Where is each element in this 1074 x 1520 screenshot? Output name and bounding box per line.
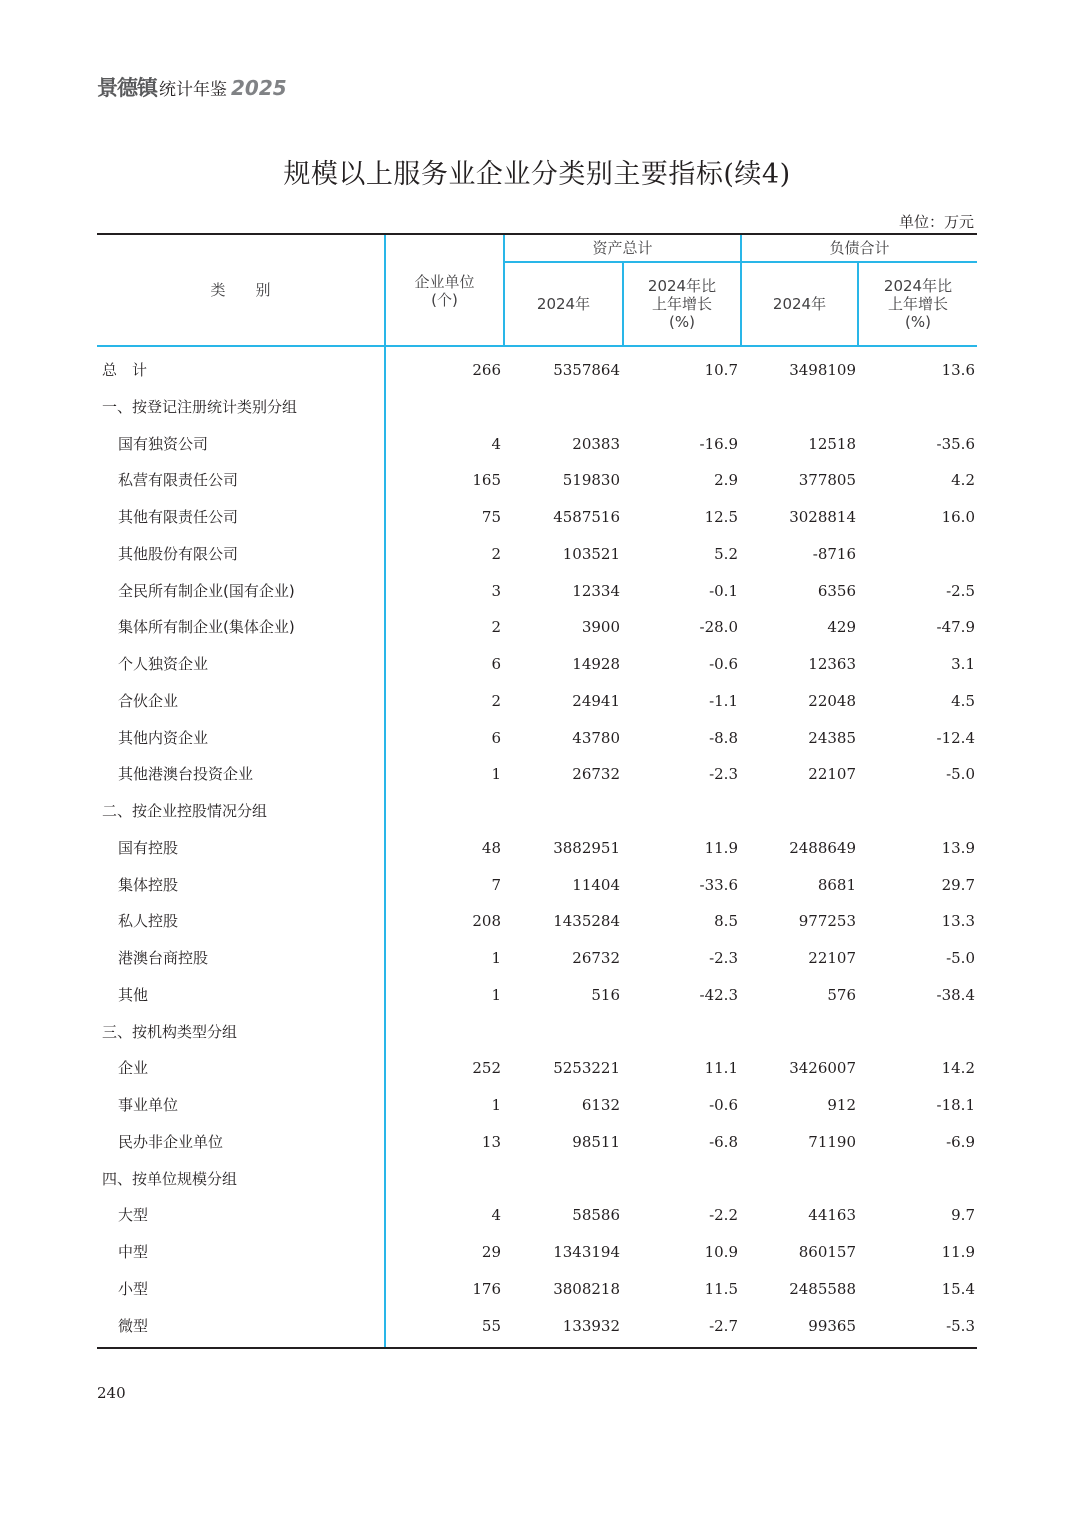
row-label: 小型 [118, 1279, 149, 1298]
cell-liabilities-2024: 429 [827, 618, 856, 637]
row-label: 中型 [118, 1243, 149, 1261]
cell-assets-2024: 133932 [562, 1316, 620, 1335]
cell-assets-growth: -28.0 [699, 618, 738, 637]
cell-liabilities-2024: 6356 [817, 581, 856, 600]
row-label: 合伙企业 [118, 691, 179, 710]
cell-liabilities-2024: 3498109 [789, 361, 856, 379]
cell-assets-2024: 43780 [572, 728, 620, 747]
cell-units: 4 [491, 1206, 501, 1225]
cell-liabilities-2024: 3426007 [789, 1059, 856, 1078]
row-label: 全民所有制企业(国有企业) [118, 581, 295, 600]
table-row [97, 1308, 977, 1345]
row-label: 微型 [118, 1316, 149, 1335]
table-row [97, 426, 977, 463]
cell-assets-growth: 2.9 [714, 471, 738, 490]
cell-assets-growth: 10.9 [704, 1243, 738, 1261]
cell-assets-growth: 11.5 [704, 1279, 738, 1298]
cell-assets-growth: -42.3 [699, 985, 738, 1004]
cell-liabilities-2024: 22048 [808, 691, 856, 710]
cell-units: 2 [491, 618, 501, 637]
row-label: 大型 [118, 1206, 149, 1225]
cell-liabilities-growth: 15.4 [941, 1279, 975, 1298]
row-label: 国有独资公司 [118, 434, 209, 453]
header-category: 类 别 [210, 281, 271, 299]
row-label: 集体控股 [118, 875, 179, 894]
cell-liabilities-growth: -5.0 [946, 765, 975, 784]
table-row [97, 609, 977, 646]
header-bottom-line [97, 345, 977, 347]
page-title: 规模以上服务业企业分类别主要指标(续4) [283, 159, 791, 190]
cell-liabilities-2024: 22107 [808, 765, 856, 784]
cell-units: 6 [491, 728, 501, 747]
cell-assets-growth: -0.1 [709, 581, 738, 600]
cell-assets-2024: 1435284 [553, 912, 620, 931]
cell-units: 6 [491, 655, 501, 673]
table-row [97, 573, 977, 610]
cell-liabilities-growth: 4.2 [951, 471, 975, 490]
cell-units: 55 [481, 1316, 501, 1335]
table-row [97, 720, 977, 757]
table-row [97, 1234, 977, 1271]
cell-assets-2024: 11404 [572, 875, 620, 894]
table-row [97, 903, 977, 940]
table-row [97, 867, 977, 904]
cell-assets-2024: 519830 [562, 471, 620, 490]
cell-assets-2024: 5357864 [553, 361, 620, 379]
cell-assets-growth: -16.9 [699, 434, 738, 453]
table-row [97, 1124, 977, 1161]
cell-liabilities-2024: 860157 [798, 1243, 856, 1261]
cell-assets-growth: -2.2 [709, 1206, 738, 1225]
cell-liabilities-growth: -12.4 [936, 728, 975, 747]
cell-liabilities-growth: -35.6 [936, 434, 975, 453]
unit-note: 单位：万元 [898, 213, 974, 231]
cell-liabilities-2024: 12363 [808, 655, 856, 673]
cell-assets-growth: 12.5 [704, 508, 738, 526]
cell-units: 176 [472, 1279, 501, 1298]
table-row [97, 1050, 977, 1087]
cell-liabilities-growth: 13.3 [941, 912, 975, 931]
cell-assets-2024: 20383 [572, 434, 620, 453]
book-header [97, 72, 287, 106]
cell-liabilities-2024: 576 [827, 985, 856, 1004]
cell-liabilities-2024: 44163 [808, 1206, 856, 1225]
row-label: 国有控股 [118, 838, 179, 857]
cell-liabilities-2024: 977253 [798, 912, 856, 931]
cell-assets-2024: 24941 [572, 691, 620, 710]
cell-liabilities-2024: 377805 [798, 471, 856, 490]
cell-units: 252 [472, 1059, 501, 1078]
row-label: 三、按机构类型分组 [102, 1022, 238, 1041]
cell-assets-growth: -6.8 [709, 1132, 738, 1151]
row-label: 私人控股 [118, 912, 179, 931]
cell-assets-2024: 3808218 [553, 1279, 620, 1298]
cell-liabilities-growth: -6.9 [946, 1132, 975, 1151]
cell-units: 7 [491, 875, 501, 894]
cell-liabilities-growth: 9.7 [951, 1206, 975, 1225]
cell-liabilities-growth: 14.2 [941, 1059, 975, 1078]
table-row [97, 1271, 977, 1308]
cell-liabilities-growth: -5.0 [946, 949, 975, 967]
cell-assets-growth: 11.9 [704, 838, 738, 857]
table-row [97, 683, 977, 720]
header-assets-2024: 2024年 [536, 295, 591, 313]
cell-units: 1 [491, 985, 501, 1004]
section-row [97, 1014, 977, 1051]
cell-assets-growth: -8.8 [709, 728, 738, 747]
cell-liabilities-growth: 11.9 [941, 1243, 975, 1261]
cell-units: 3 [491, 581, 501, 600]
cell-assets-2024: 5253221 [553, 1059, 620, 1078]
cell-liabilities-growth: 16.0 [941, 508, 975, 526]
cell-liabilities-2024: 22107 [808, 949, 856, 967]
table-row [97, 977, 977, 1014]
cell-assets-growth: -0.6 [709, 655, 738, 673]
cell-assets-growth: -2.3 [709, 765, 738, 784]
cell-units: 75 [481, 508, 501, 526]
cell-liabilities-2024: 8681 [817, 875, 856, 894]
row-label: 港澳台商控股 [118, 949, 209, 967]
cell-assets-growth: 5.2 [714, 544, 738, 563]
cell-liabilities-2024: 24385 [808, 728, 856, 747]
header-assets-growth: 2024年比 上年增长 (%) [647, 277, 717, 331]
row-label: 其他港澳台投资企业 [118, 765, 254, 784]
table-row [97, 462, 977, 499]
table-bottom-rule [97, 1347, 977, 1349]
row-label: 总 计 [102, 361, 148, 379]
row-label: 集体所有制企业(集体企业) [118, 618, 295, 637]
cell-assets-growth: -33.6 [699, 875, 738, 894]
cell-units: 29 [481, 1243, 501, 1261]
cell-liabilities-growth: 29.7 [941, 875, 975, 894]
cell-assets-growth: -1.1 [709, 691, 738, 710]
cell-liabilities-growth: 4.5 [951, 691, 975, 710]
book-city-logo: 景德镇 [97, 76, 157, 100]
table-row [97, 940, 977, 977]
cell-liabilities-growth: -5.3 [946, 1316, 975, 1335]
cell-units: 1 [491, 949, 501, 967]
cell-assets-growth: -2.3 [709, 949, 738, 967]
cell-units: 1 [491, 765, 501, 784]
cell-liabilities-growth: 13.9 [941, 838, 975, 857]
row-label: 四、按单位规模分组 [102, 1169, 238, 1188]
cell-liabilities-2024: 3028814 [789, 508, 856, 526]
header-liabilities-group: 负债合计 [829, 239, 890, 257]
row-label: 民办非企业单位 [118, 1132, 224, 1151]
cell-assets-2024: 26732 [572, 765, 620, 784]
row-label: 私营有限责任公司 [118, 471, 239, 490]
row-label: 二、按企业控股情况分组 [102, 802, 268, 820]
table-row [97, 756, 977, 793]
header-units: 企业单位 (个) [414, 273, 475, 309]
cell-assets-2024: 98511 [572, 1132, 620, 1151]
cell-liabilities-2024: -8716 [812, 544, 856, 563]
cell-liabilities-2024: 2485588 [789, 1279, 856, 1298]
cell-liabilities-growth: -2.5 [946, 581, 975, 600]
table-row [97, 1087, 977, 1124]
cell-assets-2024: 103521 [562, 544, 620, 563]
cell-liabilities-2024: 2488649 [789, 838, 856, 857]
cell-assets-growth: 8.5 [714, 912, 738, 931]
cell-units: 2 [491, 544, 501, 563]
section-row [97, 389, 977, 426]
row-label: 事业单位 [118, 1096, 179, 1114]
table-row [97, 646, 977, 683]
cell-assets-growth: -0.6 [709, 1096, 738, 1114]
cell-liabilities-growth: -38.4 [936, 985, 975, 1004]
row-label: 其他 [118, 985, 149, 1004]
row-label: 其他有限责任公司 [118, 508, 239, 526]
cell-assets-2024: 6132 [581, 1096, 620, 1114]
row-label: 企业 [118, 1059, 149, 1078]
book-year: 2025 [231, 76, 287, 100]
cell-units: 1 [491, 1096, 501, 1114]
cell-liabilities-growth: -18.1 [936, 1096, 975, 1114]
page-number: 240 [97, 1384, 126, 1402]
cell-liabilities-growth: 13.6 [941, 361, 975, 379]
cell-assets-2024: 14928 [572, 655, 620, 673]
table-row [97, 1197, 977, 1234]
cell-liabilities-2024: 99365 [808, 1316, 856, 1335]
table-row [97, 536, 977, 573]
row-label: 个人独资企业 [118, 655, 209, 673]
header-liabilities-2024: 2024年 [772, 295, 827, 313]
row-label: 一、按登记注册统计类别分组 [102, 397, 298, 416]
cell-assets-2024: 4587516 [553, 508, 620, 526]
cell-assets-2024: 58586 [572, 1206, 620, 1225]
cell-liabilities-2024: 71190 [808, 1132, 856, 1151]
cell-assets-2024: 26732 [572, 949, 620, 967]
cell-liabilities-growth: 3.1 [951, 655, 975, 673]
table-row [97, 830, 977, 867]
cell-assets-growth: 11.1 [704, 1059, 738, 1078]
cell-liabilities-2024: 912 [827, 1096, 856, 1114]
cell-assets-2024: 516 [591, 985, 620, 1004]
section-row [97, 793, 977, 830]
header-liabilities-growth: 2024年比 上年增长 (%) [883, 277, 953, 331]
cell-assets-growth: -2.7 [709, 1316, 738, 1335]
table-row [97, 499, 977, 536]
cell-units: 48 [481, 838, 501, 857]
cell-assets-2024: 3900 [581, 618, 620, 637]
cell-units: 4 [491, 434, 501, 453]
cell-units: 208 [472, 912, 501, 931]
cell-assets-growth: 10.7 [704, 361, 738, 379]
cell-assets-2024: 12334 [572, 581, 620, 600]
header-assets-group: 资产总计 [592, 239, 653, 257]
cell-liabilities-2024: 12518 [808, 434, 856, 453]
section-row [97, 1161, 977, 1198]
row-label: 其他内资企业 [118, 728, 209, 747]
book-name: 统计年鉴 [159, 80, 227, 100]
cell-liabilities-growth: -47.9 [936, 618, 975, 637]
cell-assets-2024: 3882951 [553, 838, 620, 857]
cell-assets-2024: 1343194 [553, 1243, 620, 1261]
cell-units: 165 [472, 471, 501, 490]
cell-units: 266 [472, 361, 501, 379]
row-label: 其他股份有限公司 [118, 544, 239, 563]
cell-units: 2 [491, 691, 501, 710]
section-row [97, 352, 977, 389]
cell-units: 13 [481, 1132, 501, 1151]
